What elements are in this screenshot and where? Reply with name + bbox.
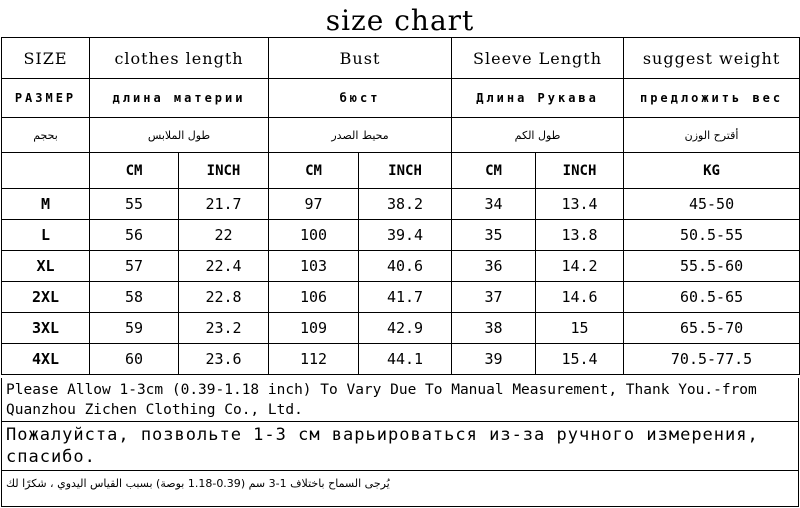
sleeve-cm-cell: 37	[452, 282, 536, 313]
length-inch-cell: 23.2	[179, 313, 269, 344]
header-sleeve-length: Sleeve Length	[452, 38, 624, 79]
header-suggest-weight: suggest weight	[624, 38, 800, 79]
size-cell: 4XL	[2, 344, 90, 375]
sleeve-inch-cell: 13.8	[536, 220, 624, 251]
header-suggest-weight-ru: предложить вес	[624, 79, 800, 118]
weight-cell: 65.5-70	[624, 313, 800, 344]
table-row	[2, 344, 800, 375]
table-row	[2, 251, 800, 282]
sleeve-cm-cell: 38	[452, 313, 536, 344]
unit-weight-kg: KG	[624, 153, 800, 189]
bust-inch-cell: 38.2	[359, 189, 452, 220]
length-inch-cell: 23.6	[179, 344, 269, 375]
bust-inch-cell: 41.7	[359, 282, 452, 313]
length-inch-cell: 22.8	[179, 282, 269, 313]
unit-bust-inch: INCH	[359, 153, 452, 189]
weight-cell: 50.5-55	[624, 220, 800, 251]
sleeve-inch-cell: 13.4	[536, 189, 624, 220]
length-cm-cell: 57	[90, 251, 179, 282]
header-bust-ru: бюст	[269, 79, 452, 118]
sleeve-cm-cell: 35	[452, 220, 536, 251]
table-row	[2, 313, 800, 344]
measurement-notes	[1, 378, 799, 507]
note-divider	[2, 421, 798, 422]
size-cell: 2XL	[2, 282, 90, 313]
header-row-russian	[2, 79, 800, 118]
size-cell: M	[2, 189, 90, 220]
length-cm-cell: 59	[90, 313, 179, 344]
length-inch-cell: 22.4	[179, 251, 269, 282]
bust-inch-cell: 44.1	[359, 344, 452, 375]
header-row-english	[2, 38, 800, 79]
table-row	[2, 220, 800, 251]
bust-cm-cell: 112	[269, 344, 359, 375]
bust-inch-cell: 42.9	[359, 313, 452, 344]
header-clothes-length-ru: длина материи	[90, 79, 269, 118]
weight-cell: 70.5-77.5	[624, 344, 800, 375]
header-sleeve-length-ar: طول الكم	[452, 118, 624, 153]
length-inch-cell: 22	[179, 220, 269, 251]
bust-cm-cell: 100	[269, 220, 359, 251]
bust-cm-cell: 97	[269, 189, 359, 220]
sleeve-inch-cell: 14.6	[536, 282, 624, 313]
bust-inch-cell: 39.4	[359, 220, 452, 251]
sleeve-inch-cell: 15	[536, 313, 624, 344]
page-title: size chart	[325, 4, 475, 37]
size-cell: XL	[2, 251, 90, 282]
bust-cm-cell: 106	[269, 282, 359, 313]
note-divider	[2, 470, 798, 471]
weight-cell: 45-50	[624, 189, 800, 220]
sleeve-inch-cell: 14.2	[536, 251, 624, 282]
length-cm-cell: 56	[90, 220, 179, 251]
weight-cell: 55.5-60	[624, 251, 800, 282]
unit-blank	[2, 153, 90, 189]
note-english: Please Allow 1-3cm (0.39-1.18 inch) To Vary Due To Manual Measurement, Thank You.-from Quanzhou Zichen Clothing Co., Ltd.	[6, 382, 757, 418]
bust-cm-cell: 109	[269, 313, 359, 344]
bust-cm-cell: 103	[269, 251, 359, 282]
size-cell: L	[2, 220, 90, 251]
unit-row	[2, 153, 800, 189]
header-size-ar: بحجم	[2, 118, 90, 153]
unit-sleeve-inch: INCH	[536, 153, 624, 189]
weight-cell: 60.5-65	[624, 282, 800, 313]
bust-inch-cell: 40.6	[359, 251, 452, 282]
header-suggest-weight-ar: أقترح الوزن	[624, 118, 800, 153]
sleeve-cm-cell: 39	[452, 344, 536, 375]
header-bust: Bust	[269, 38, 452, 79]
length-inch-cell: 21.7	[179, 189, 269, 220]
header-sleeve-length-ru: Длина Рукава	[452, 79, 624, 118]
sleeve-cm-cell: 34	[452, 189, 536, 220]
note-arabic: يُرجى السماح باختلاف 1-3 سم (0.39-1.18 بوصة) بسبب القياس اليدوي ، شكرًا لك	[6, 477, 390, 490]
size-chart-table	[1, 37, 800, 375]
header-bust-ar: محيط الصدر	[269, 118, 452, 153]
unit-sleeve-cm: CM	[452, 153, 536, 189]
table-row	[2, 189, 800, 220]
length-cm-cell: 60	[90, 344, 179, 375]
unit-length-cm: CM	[90, 153, 179, 189]
header-clothes-length-ar: طول الملابس	[90, 118, 269, 153]
header-size-ru: РАЗМЕР	[2, 79, 90, 118]
header-size: SIZE	[2, 38, 90, 79]
length-cm-cell: 55	[90, 189, 179, 220]
table-row	[2, 282, 800, 313]
unit-length-inch: INCH	[179, 153, 269, 189]
note-russian: Пожалуйста, позвольте 1-3 см варьироваться из-за ручного измерения, спасибо.	[6, 425, 759, 467]
size-cell: 3XL	[2, 313, 90, 344]
sleeve-cm-cell: 36	[452, 251, 536, 282]
header-row-arabic	[2, 118, 800, 153]
header-clothes-length: clothes length	[90, 38, 269, 79]
sleeve-inch-cell: 15.4	[536, 344, 624, 375]
length-cm-cell: 58	[90, 282, 179, 313]
unit-bust-cm: CM	[269, 153, 359, 189]
